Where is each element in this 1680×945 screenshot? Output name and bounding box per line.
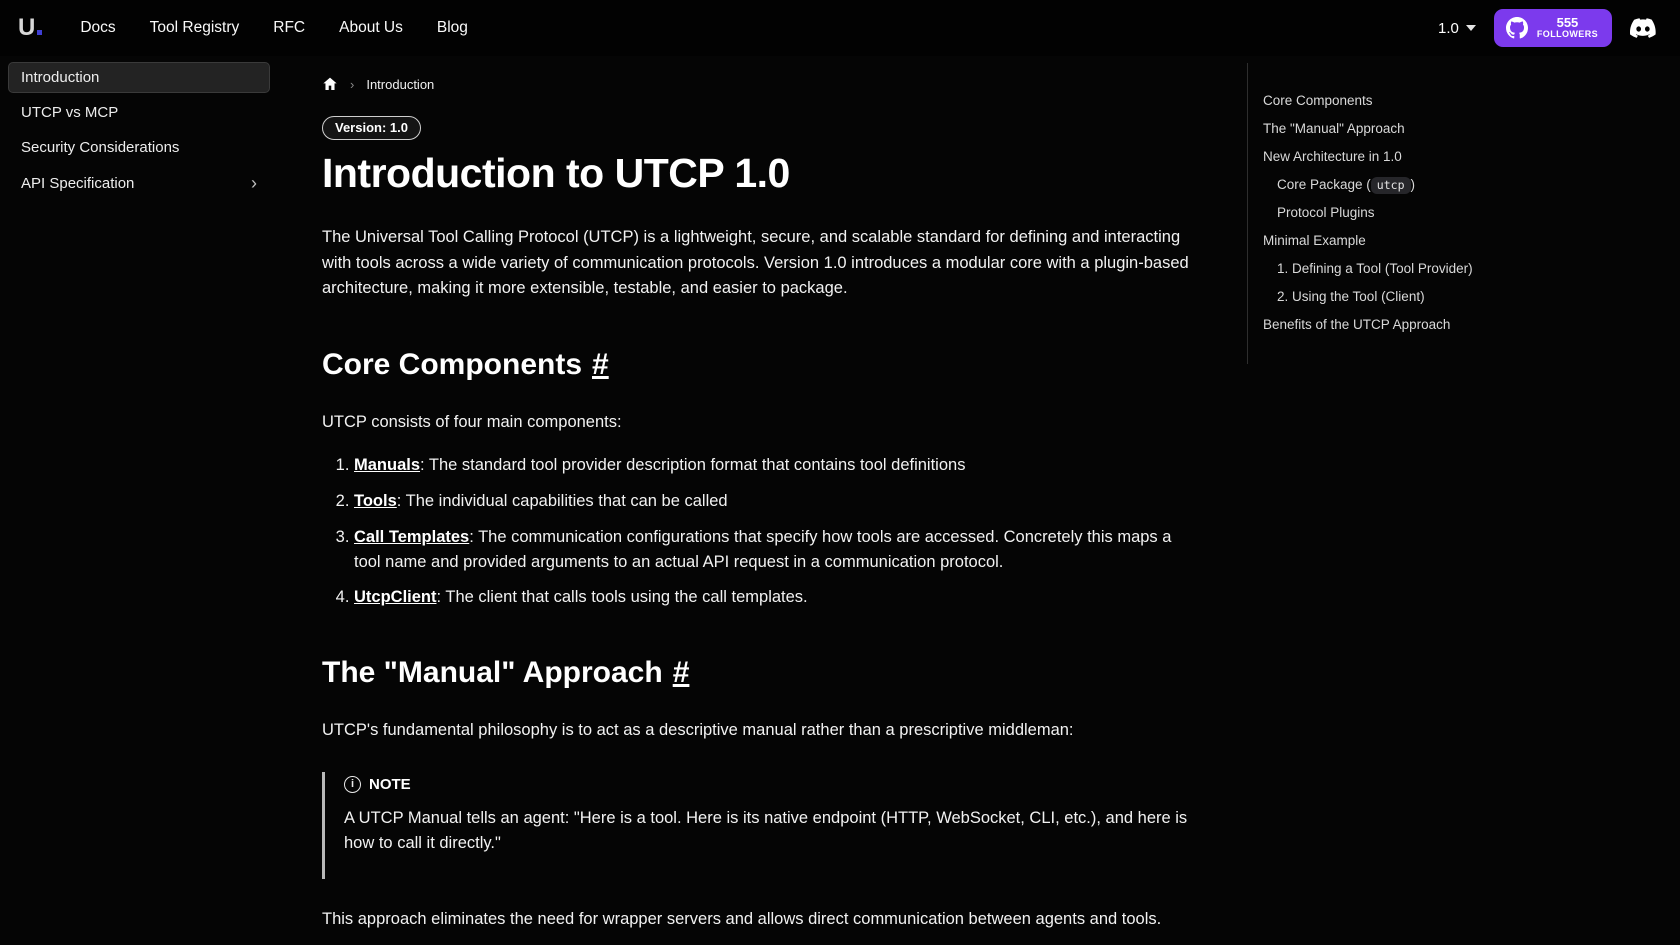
chevron-down-icon (1466, 25, 1476, 31)
sidebar-item-label: Introduction (21, 69, 100, 86)
core-components-list (322, 453, 1202, 610)
github-followers-button[interactable] (1494, 9, 1612, 47)
nav-item-rfc[interactable]: RFC (273, 19, 306, 36)
docs-sidebar (8, 62, 270, 203)
top-navigation (0, 0, 1680, 56)
note-callout (322, 772, 1202, 880)
section-heading-text: The "Manual" Approach (322, 656, 663, 689)
toc-item-minimal-example[interactable]: Minimal Example (1263, 232, 1366, 248)
breadcrumb (322, 76, 1202, 92)
toc-item-defining-a-tool[interactable]: 1. Defining a Tool (Tool Provider) (1277, 260, 1473, 276)
sidebar-item-api-specification[interactable] (8, 167, 270, 199)
toc-item-text: Core Package ( (1277, 176, 1371, 192)
toc-item-core-components[interactable]: Core Components (1263, 92, 1373, 108)
sidebar-item-utcp-vs-mcp[interactable] (8, 97, 270, 128)
nav-item-blog[interactable]: Blog (436, 19, 468, 36)
intro-paragraph: The Universal Tool Calling Protocol (UTCP) is a lightweight, secure, and scalable standard for defining and interacting with tools across a wide variety of communication protocols. Version 1.0 introduces a modular core with a plugin-based architecture, making it more extensible, testable, and easier to package. (322, 228, 1189, 298)
version-dropdown[interactable] (1438, 20, 1476, 37)
main-content (322, 76, 1202, 933)
table-of-contents (1247, 63, 1680, 364)
nav-links (80, 19, 468, 37)
version-badge: Version: 1.0 (322, 116, 421, 140)
list-item-call-templates (354, 525, 1202, 575)
section-heading-core-components (322, 348, 1202, 382)
github-follower-count: 555 (1556, 14, 1579, 30)
toc-code-chip: utcp (1371, 177, 1411, 194)
list-item-text: : The standard tool provider description format that contains tool definitions (420, 456, 966, 475)
github-icon (1506, 17, 1528, 39)
anchor-link[interactable]: # (672, 656, 690, 689)
sidebar-item-label: Security Considerations (21, 139, 180, 156)
nav-item-tool-registry[interactable]: Tool Registry (149, 19, 240, 36)
toc-item-protocol-plugins[interactable]: Protocol Plugins (1277, 204, 1375, 220)
chevron-right-icon: › (251, 173, 257, 193)
list-item-text: : The communication configurations that specify how tools are accessed. Concretely this maps a tool name and provided arguments to an actual API request in a communication protocol. (354, 527, 1172, 571)
sidebar-item-security-considerations[interactable] (8, 132, 270, 163)
toc-item-manual-approach[interactable]: The "Manual" Approach (1263, 120, 1405, 136)
page-title: Introduction to UTCP 1.0 (322, 150, 790, 196)
note-header (344, 776, 1202, 793)
manual-approach-lead: UTCP's fundamental philosophy is to act as a descriptive manual rather than a prescriptive middleman: (322, 721, 1074, 739)
section-heading-manual-approach (322, 656, 1202, 690)
logo-dot-icon (37, 30, 42, 35)
github-followers-text (1537, 16, 1598, 40)
breadcrumb-current: Introduction (366, 76, 435, 92)
manuals-link[interactable]: Manuals (354, 456, 421, 475)
core-components-lead: UTCP consists of four main components: (322, 412, 622, 431)
list-item-tools (354, 489, 1202, 514)
discord-icon (1630, 18, 1656, 38)
breadcrumb-separator-icon: › (350, 76, 355, 92)
sidebar-item-label: API Specification (21, 174, 135, 192)
toc-item-core-package[interactable] (1263, 170, 1670, 198)
utcp-logo[interactable] (18, 16, 42, 40)
nav-item-about-us[interactable]: About Us (339, 19, 403, 36)
note-label: NOTE (369, 775, 411, 793)
toc-item-new-architecture[interactable]: New Architecture in 1.0 (1263, 148, 1402, 164)
list-item-utcpclient (354, 585, 1202, 610)
list-item-text: : The client that calls tools using the call templates. (436, 588, 808, 607)
version-dropdown-label: 1.0 (1438, 19, 1459, 37)
home-icon[interactable] (322, 76, 338, 92)
toc-item-using-the-tool[interactable]: 2. Using the Tool (Client) (1277, 288, 1425, 304)
discord-button[interactable] (1630, 18, 1656, 38)
tools-link[interactable]: Tools (354, 492, 397, 510)
utcpclient-link[interactable]: UtcpClient (354, 588, 437, 607)
note-text: A UTCP Manual tells an agent: "Here is a tool. Here is its native endpoint (HTTP, WebSocket, CLI, etc.), and here is how to call it directly." (344, 808, 1188, 853)
closing-paragraph: This approach eliminates the need for wrapper servers and allows direct communication between agents and tools. (322, 910, 1162, 929)
toc-item-benefits[interactable]: Benefits of the UTCP Approach (1263, 316, 1451, 332)
anchor-link[interactable]: # (592, 347, 609, 381)
list-item-manuals (354, 453, 1202, 478)
sidebar-item-introduction[interactable] (8, 62, 270, 93)
list-item-text: : The individual capabilities that can be called (396, 492, 728, 510)
sidebar-item-label: UTCP vs MCP (21, 104, 119, 121)
github-followers-label: FOLLOWERS (1536, 29, 1598, 40)
section-heading-text: Core Components (322, 347, 583, 381)
nav-right-group (1438, 9, 1656, 47)
nav-item-docs[interactable]: Docs (80, 19, 116, 36)
call-templates-link[interactable]: Call Templates (354, 527, 470, 546)
logo-letter: U (18, 14, 36, 41)
toc-item-text: ) (1410, 176, 1415, 192)
info-icon: i (344, 776, 361, 793)
